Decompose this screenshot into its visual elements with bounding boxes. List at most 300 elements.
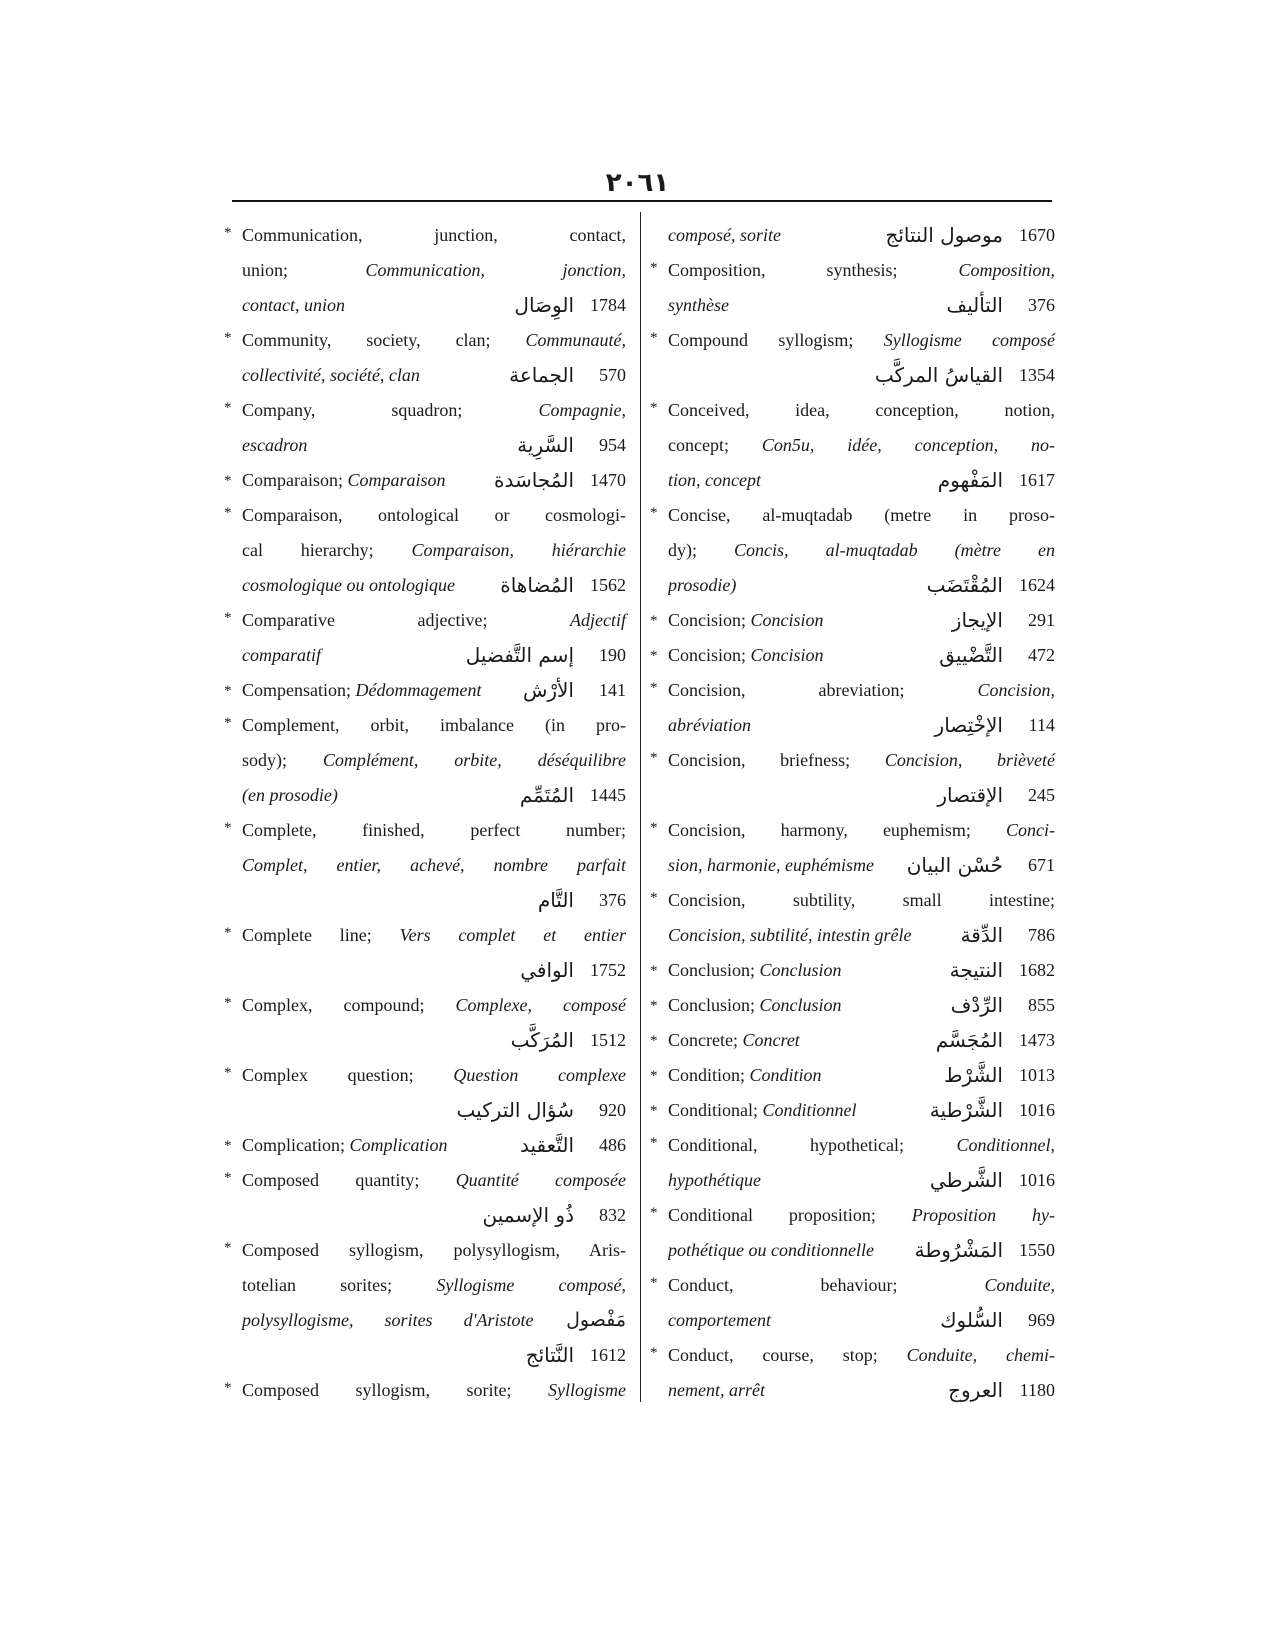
french-term: Comparaison (347, 470, 446, 490)
arabic-term: المَفْهوم (937, 468, 1003, 492)
entry-text: Conduite, (984, 1275, 1055, 1295)
french-term: escadron (242, 435, 308, 455)
dictionary-entry (650, 988, 1055, 1023)
entry-text: Question complexe (453, 1065, 626, 1085)
entry-line (224, 918, 626, 953)
entry-text: Complement, orbit, imbalance (in pro- (242, 715, 626, 735)
entry-line (224, 603, 626, 638)
entry-text: Concision, abreviation; (668, 680, 978, 700)
french-term: Condition (749, 1065, 822, 1085)
entry-line (650, 1093, 1055, 1128)
entry-term (668, 638, 933, 673)
entry-line (650, 253, 1055, 288)
dictionary-entry (224, 1128, 626, 1163)
dictionary-entry (650, 953, 1055, 988)
entry-text: Conditional proposition; (668, 1205, 912, 1225)
dictionary-entry (224, 393, 626, 463)
entry-line (224, 428, 626, 463)
entry-text: Conditional, hypothetical; (668, 1135, 957, 1155)
entry-line (224, 988, 626, 1023)
dictionary-entry (224, 1233, 626, 1373)
entry-number: 1473 (1019, 1030, 1055, 1050)
bullet-star: * (650, 647, 658, 664)
french-term: Conclusion (759, 960, 842, 980)
page-number: ٢٠٦١ (605, 168, 670, 198)
entry-text: Complément, orbite, déséquilibre (322, 750, 627, 770)
arabic-term: المُجاسَدة (494, 468, 574, 492)
entry-line (650, 743, 1055, 778)
arabic-term: المُضاهاة (500, 573, 574, 597)
dictionary-entry (650, 1058, 1055, 1093)
bullet-star: * (224, 1137, 232, 1154)
entry-number: 855 (1028, 995, 1055, 1015)
entry-line (650, 1338, 1055, 1373)
entry-text: Communauté, (525, 330, 626, 350)
dictionary-entry (224, 988, 626, 1058)
entry-text: Community, society, clan; (242, 330, 526, 350)
entry-line (650, 1198, 1055, 1233)
arabic-term: العروج (948, 1378, 1003, 1402)
entry-number: 1016 (1019, 1170, 1055, 1190)
bullet-star: * (650, 1205, 658, 1221)
entry-number: 1013 (1019, 1065, 1055, 1085)
entry-number: 190 (599, 645, 626, 665)
entry-text: Complexe, composé (455, 995, 626, 1015)
bullet-star: * (224, 715, 232, 731)
entry-line (650, 1373, 1055, 1408)
entry-line (224, 463, 626, 498)
entry-line (224, 1373, 626, 1408)
entry-text: totelian sorites; (242, 1275, 437, 1295)
entry-term (668, 988, 945, 1023)
entry-number: 245 (1028, 785, 1055, 805)
dictionary-entry (224, 1373, 626, 1408)
entry-number: 1682 (1019, 960, 1055, 980)
bullet-star: * (224, 925, 232, 941)
french-term: (en prosodie) (242, 785, 338, 805)
bullet-star: * (650, 1067, 658, 1084)
entry-line (650, 988, 1055, 1023)
entry-number: 954 (599, 435, 626, 455)
bullet-star: * (650, 997, 658, 1014)
entry-text: Complex, compound; (242, 995, 456, 1015)
entry-text: Concis, al-muqtadab (mètre en (734, 540, 1055, 560)
entry-text: union; (242, 260, 366, 280)
arabic-term: النَّتائج (525, 1343, 574, 1367)
entry-term (242, 463, 488, 498)
entry-number: 114 (1028, 715, 1055, 735)
arabic-term: المُقْتَضَب (926, 573, 1003, 597)
dictionary-entry (650, 743, 1055, 813)
entry-text: dy); (668, 540, 735, 560)
entry-number: 1624 (1019, 575, 1055, 595)
dictionary-entry (224, 1163, 626, 1233)
bullet-star: * (650, 1102, 658, 1119)
dictionary-entry (224, 218, 626, 323)
bullet-star: * (650, 612, 658, 629)
entry-line (650, 1233, 1055, 1268)
french-term: prosodie) (668, 575, 737, 595)
french-term: Conditionnel (762, 1100, 857, 1120)
entry-text: Composed quantity; (242, 1170, 456, 1190)
entry-text: concept; (668, 435, 762, 455)
entry-text: Conduct, course, stop; (668, 1345, 907, 1365)
entry-line (650, 673, 1055, 708)
entry-number: 1180 (1019, 1380, 1055, 1400)
arabic-term: مَفْصول (533, 1309, 626, 1331)
entry-text: Quantité composée (455, 1170, 626, 1190)
entry-text: Conceived, idea, conception, notion, (668, 400, 1055, 420)
arabic-term: الإقتصار (937, 783, 1003, 807)
entry-text: Concision, harmony, euphemism; (668, 820, 1006, 840)
bullet-star: * (650, 1032, 658, 1049)
entry-number: 1612 (590, 1345, 626, 1365)
entry-line (224, 358, 626, 393)
bullet-star: * (650, 1275, 658, 1291)
entry-number: 291 (1028, 610, 1055, 630)
arabic-term: الإخْتِصار (934, 713, 1003, 737)
dictionary-entry (650, 1338, 1055, 1408)
english-term: Conditional; (668, 1100, 763, 1120)
entry-line (224, 393, 626, 428)
entry-line (224, 533, 626, 568)
bullet-star: * (224, 610, 232, 626)
entry-text: Composed syllogism, sorite; (242, 1380, 548, 1400)
entry-line (224, 848, 626, 883)
english-term: Compensation; (242, 680, 356, 700)
entry-text: Adjectif (570, 610, 626, 630)
entry-line (650, 1163, 1055, 1198)
arabic-term: سُؤال التركيب (456, 1098, 574, 1122)
entry-line (650, 1058, 1055, 1093)
entry-line (224, 953, 626, 988)
bullet-star: * (224, 682, 232, 699)
entry-text: Composition, (958, 260, 1055, 280)
french-term: collectivité, société, clan (242, 365, 420, 385)
entry-number: 472 (1028, 645, 1055, 665)
dictionary-entry (650, 323, 1055, 393)
arabic-term: الوِصَال (514, 293, 574, 317)
dictionary-entry (650, 253, 1055, 323)
arabic-term: المَشْرُوطة (914, 1238, 1003, 1262)
bullet-star: * (650, 400, 658, 416)
entry-number: 1470 (590, 470, 626, 490)
entry-text: Comparative adjective; (242, 610, 571, 630)
french-term: composé, sorite (668, 225, 781, 245)
arabic-term: التَّضْييق (939, 643, 1003, 667)
bullet-star: * (650, 330, 658, 346)
entry-number: 1445 (590, 785, 626, 805)
entry-number: 1784 (590, 295, 626, 315)
dictionary-entry (650, 393, 1055, 498)
entry-term (668, 1093, 924, 1128)
entry-term (668, 1058, 938, 1093)
entry-number: 141 (599, 680, 626, 700)
french-term: tion, concept (668, 470, 761, 490)
english-term: Comparaison; (242, 470, 348, 490)
entry-line (650, 498, 1055, 533)
entry-line (650, 323, 1055, 358)
bullet-star: * (224, 472, 232, 489)
entry-number: 832 (599, 1205, 626, 1225)
entry-line (224, 218, 626, 253)
entry-line (224, 743, 626, 778)
entry-line (650, 393, 1055, 428)
entry-text: Complet, entier, achevé, nombre parfait (242, 855, 626, 875)
entry-number: 376 (599, 890, 626, 910)
arabic-term: القياسُ المركَّب (874, 363, 1003, 387)
entry-line (224, 1338, 626, 1373)
bullet-star: * (650, 1345, 658, 1361)
french-term: Dédommagement (355, 680, 482, 700)
french-term: cosmologique ou ontologique (242, 575, 455, 595)
dictionary-entry (650, 1128, 1055, 1198)
bullet-star: * (224, 400, 232, 416)
dictionary-entry (224, 323, 626, 393)
entry-line (224, 1268, 626, 1303)
english-term: Concrete; (668, 1030, 743, 1050)
entry-text: Syllogisme (548, 1380, 626, 1400)
french-term: comportement (668, 1310, 771, 1330)
french-term: sion, harmonie, euphémisme (668, 855, 874, 875)
entry-text: Conduct, behaviour; (668, 1275, 985, 1295)
entry-text: Composed syllogism, polysyllogism, Aris- (242, 1240, 626, 1260)
arabic-term: إسم التَّفضيل (465, 643, 574, 667)
entry-text: Concision, brièveté (884, 750, 1056, 770)
entry-number: 1550 (1019, 1240, 1055, 1260)
entry-number: 376 (1028, 295, 1055, 315)
entry-number: 920 (599, 1100, 626, 1120)
entry-line (650, 288, 1055, 323)
entry-text: Con5u, idée, conception, no- (761, 435, 1055, 455)
arabic-term: الوافي (520, 958, 574, 982)
entry-line (224, 708, 626, 743)
entry-number: 786 (1028, 925, 1055, 945)
entry-line (650, 1128, 1055, 1163)
entry-line (650, 638, 1055, 673)
arabic-term: الإيجاز (951, 608, 1003, 632)
french-term: Conclusion (759, 995, 842, 1015)
entry-line (224, 323, 626, 358)
dictionary-entry (224, 673, 626, 708)
entry-text: Complex question; (242, 1065, 454, 1085)
french-term: hypothétique (668, 1170, 761, 1190)
entry-text: Concision, subtility, small intestine; (668, 890, 1055, 910)
entry-text: Communication, junction, contact, (242, 225, 626, 245)
dictionary-entry (650, 603, 1055, 638)
entry-number: 969 (1028, 1310, 1055, 1330)
english-term: Condition; (668, 1065, 750, 1085)
entry-text: Proposition hy- (911, 1205, 1055, 1225)
entry-number: 1016 (1019, 1100, 1055, 1120)
entry-text: Complete, finished, perfect number; (242, 820, 626, 840)
entry-line (650, 218, 1055, 253)
entry-line (650, 813, 1055, 848)
arabic-term: الشَّرطي (929, 1168, 1003, 1192)
bullet-star: * (224, 995, 232, 1011)
english-term: Complication; (242, 1135, 350, 1155)
entry-term (242, 673, 517, 708)
dictionary-entry (224, 463, 626, 498)
bullet-star: * (224, 330, 232, 346)
entry-text: Concision, (977, 680, 1055, 700)
dictionary-entry (650, 673, 1055, 743)
dictionary-entry (650, 498, 1055, 603)
bullet-star: * (650, 820, 658, 836)
entry-text: Concision, briefness; (668, 750, 885, 770)
bullet-star: * (650, 505, 658, 521)
entry-line (224, 673, 626, 708)
header-rule (232, 200, 1052, 202)
french-term: comparatif (242, 645, 321, 665)
entry-line (650, 603, 1055, 638)
french-term: pothétique ou conditionnelle (668, 1240, 874, 1260)
french-term: synthèse (668, 295, 729, 315)
entry-line (650, 708, 1055, 743)
entry-line (224, 1128, 626, 1163)
entry-text: Communication, jonction, (365, 260, 626, 280)
entry-text: Comparaison, ontological or cosmologi- (242, 505, 626, 525)
dictionary-entry (650, 1198, 1055, 1268)
entry-text: cal hierarchy; (242, 540, 412, 560)
entry-line (224, 638, 626, 673)
arabic-term: التأليف (946, 293, 1003, 317)
french-term: contact, union (242, 295, 345, 315)
entry-line (224, 1023, 626, 1058)
dictionary-entry (650, 638, 1055, 673)
entry-line (224, 253, 626, 288)
arabic-term: موصول النتائج (885, 223, 1003, 247)
entry-line (650, 568, 1055, 603)
dictionary-entry (224, 603, 626, 673)
entry-line (224, 778, 626, 813)
entry-line (224, 498, 626, 533)
dictionary-entry (650, 1268, 1055, 1338)
arabic-term: السَّرِية (517, 433, 574, 457)
bullet-star: * (224, 1380, 232, 1396)
dictionary-entry (650, 218, 1055, 253)
english-term: Concision; (668, 610, 751, 630)
dictionary-entry (650, 813, 1055, 883)
entry-line (650, 358, 1055, 393)
entry-number: 671 (1028, 855, 1055, 875)
entry-text: Compound syllogism; (668, 330, 884, 350)
entry-line (650, 463, 1055, 498)
entry-line (224, 813, 626, 848)
dictionary-entry (224, 708, 626, 813)
french-term: Concision (750, 645, 824, 665)
arabic-term: حُسْن البيان (906, 853, 1003, 877)
dictionary-entry (224, 1058, 626, 1128)
entry-number: 570 (599, 365, 626, 385)
entry-line (650, 778, 1055, 813)
entry-number: 1562 (590, 575, 626, 595)
entry-text: Company, squadron; (242, 400, 539, 420)
english-term: Concision; (668, 645, 751, 665)
entry-line (650, 883, 1055, 918)
right-column (650, 218, 1055, 1408)
bullet-star: * (650, 260, 658, 276)
entry-line (650, 1023, 1055, 1058)
entry-number: 1512 (590, 1030, 626, 1050)
entry-line (224, 1163, 626, 1198)
bullet-star: * (224, 1170, 232, 1186)
entry-number: 1670 (1019, 225, 1055, 245)
entry-line (650, 533, 1055, 568)
entry-line (224, 883, 626, 918)
column-divider (640, 212, 641, 1402)
bullet-star: * (224, 820, 232, 836)
entry-term (242, 1128, 514, 1163)
french-term: Concret (742, 1030, 800, 1050)
entry-text: Concise, al-muqtadab (metre in proso- (668, 505, 1055, 525)
entry-term (668, 1023, 930, 1058)
bullet-star: * (224, 225, 232, 241)
arabic-term: الشَّرْطية (929, 1098, 1003, 1122)
arabic-term: المُجَسَّم (935, 1028, 1003, 1052)
entry-term (668, 953, 944, 988)
arabic-term: الدِّقة (960, 923, 1003, 947)
bullet-star: * (650, 962, 658, 979)
entry-line (650, 918, 1055, 953)
french-term: nement, arrêt (668, 1380, 765, 1400)
dictionary-entry (224, 918, 626, 988)
arabic-term: المُرَكَّب (510, 1028, 574, 1052)
french-term: abréviation (668, 715, 751, 735)
entry-line (224, 1303, 626, 1338)
arabic-term: الشَّرْط (943, 1063, 1003, 1087)
arabic-term: ذُو الإسمين (482, 1203, 574, 1227)
dictionary-entry (224, 813, 626, 918)
entry-term (668, 603, 946, 638)
left-column (224, 218, 626, 1408)
entry-number: 486 (599, 1135, 626, 1155)
entry-text: Composition, synthesis; (668, 260, 959, 280)
arabic-term: المُتَمِّم (519, 783, 574, 807)
entry-text: polysyllogisme, sorites d'Aristote (242, 1310, 534, 1330)
entry-number: 1752 (590, 960, 626, 980)
entry-line (650, 428, 1055, 463)
bullet-star: * (650, 1135, 658, 1151)
arabic-term: التَّام (537, 888, 574, 912)
entry-line (650, 1268, 1055, 1303)
entry-text: Conditionnel, (956, 1135, 1055, 1155)
english-term: Conclusion; (668, 960, 760, 980)
dictionary-entry (224, 498, 626, 603)
dictionary-entry (650, 1093, 1055, 1128)
bullet-star: * (224, 1065, 232, 1081)
french-term: Complication (349, 1135, 448, 1155)
arabic-term: الجماعة (509, 363, 574, 387)
entry-line (224, 1198, 626, 1233)
bullet-star: * (650, 890, 658, 906)
entry-line (224, 1233, 626, 1268)
dictionary-entry (650, 883, 1055, 953)
entry-line (650, 848, 1055, 883)
entry-line (224, 1093, 626, 1128)
entry-text: Conduite, chemi- (906, 1345, 1055, 1365)
entry-line (650, 953, 1055, 988)
entry-text: sody); (242, 750, 323, 770)
entry-text: Syllogisme composé, (436, 1275, 626, 1295)
arabic-term: السُّلوك (940, 1308, 1003, 1332)
arabic-term: النتيجة (949, 958, 1003, 982)
entry-text: Syllogisme composé (883, 330, 1056, 350)
arabic-term: الرِّدْف (950, 993, 1003, 1017)
entry-text: Complete line; (242, 925, 400, 945)
entry-line (650, 1303, 1055, 1338)
english-term: Conclusion; (668, 995, 760, 1015)
